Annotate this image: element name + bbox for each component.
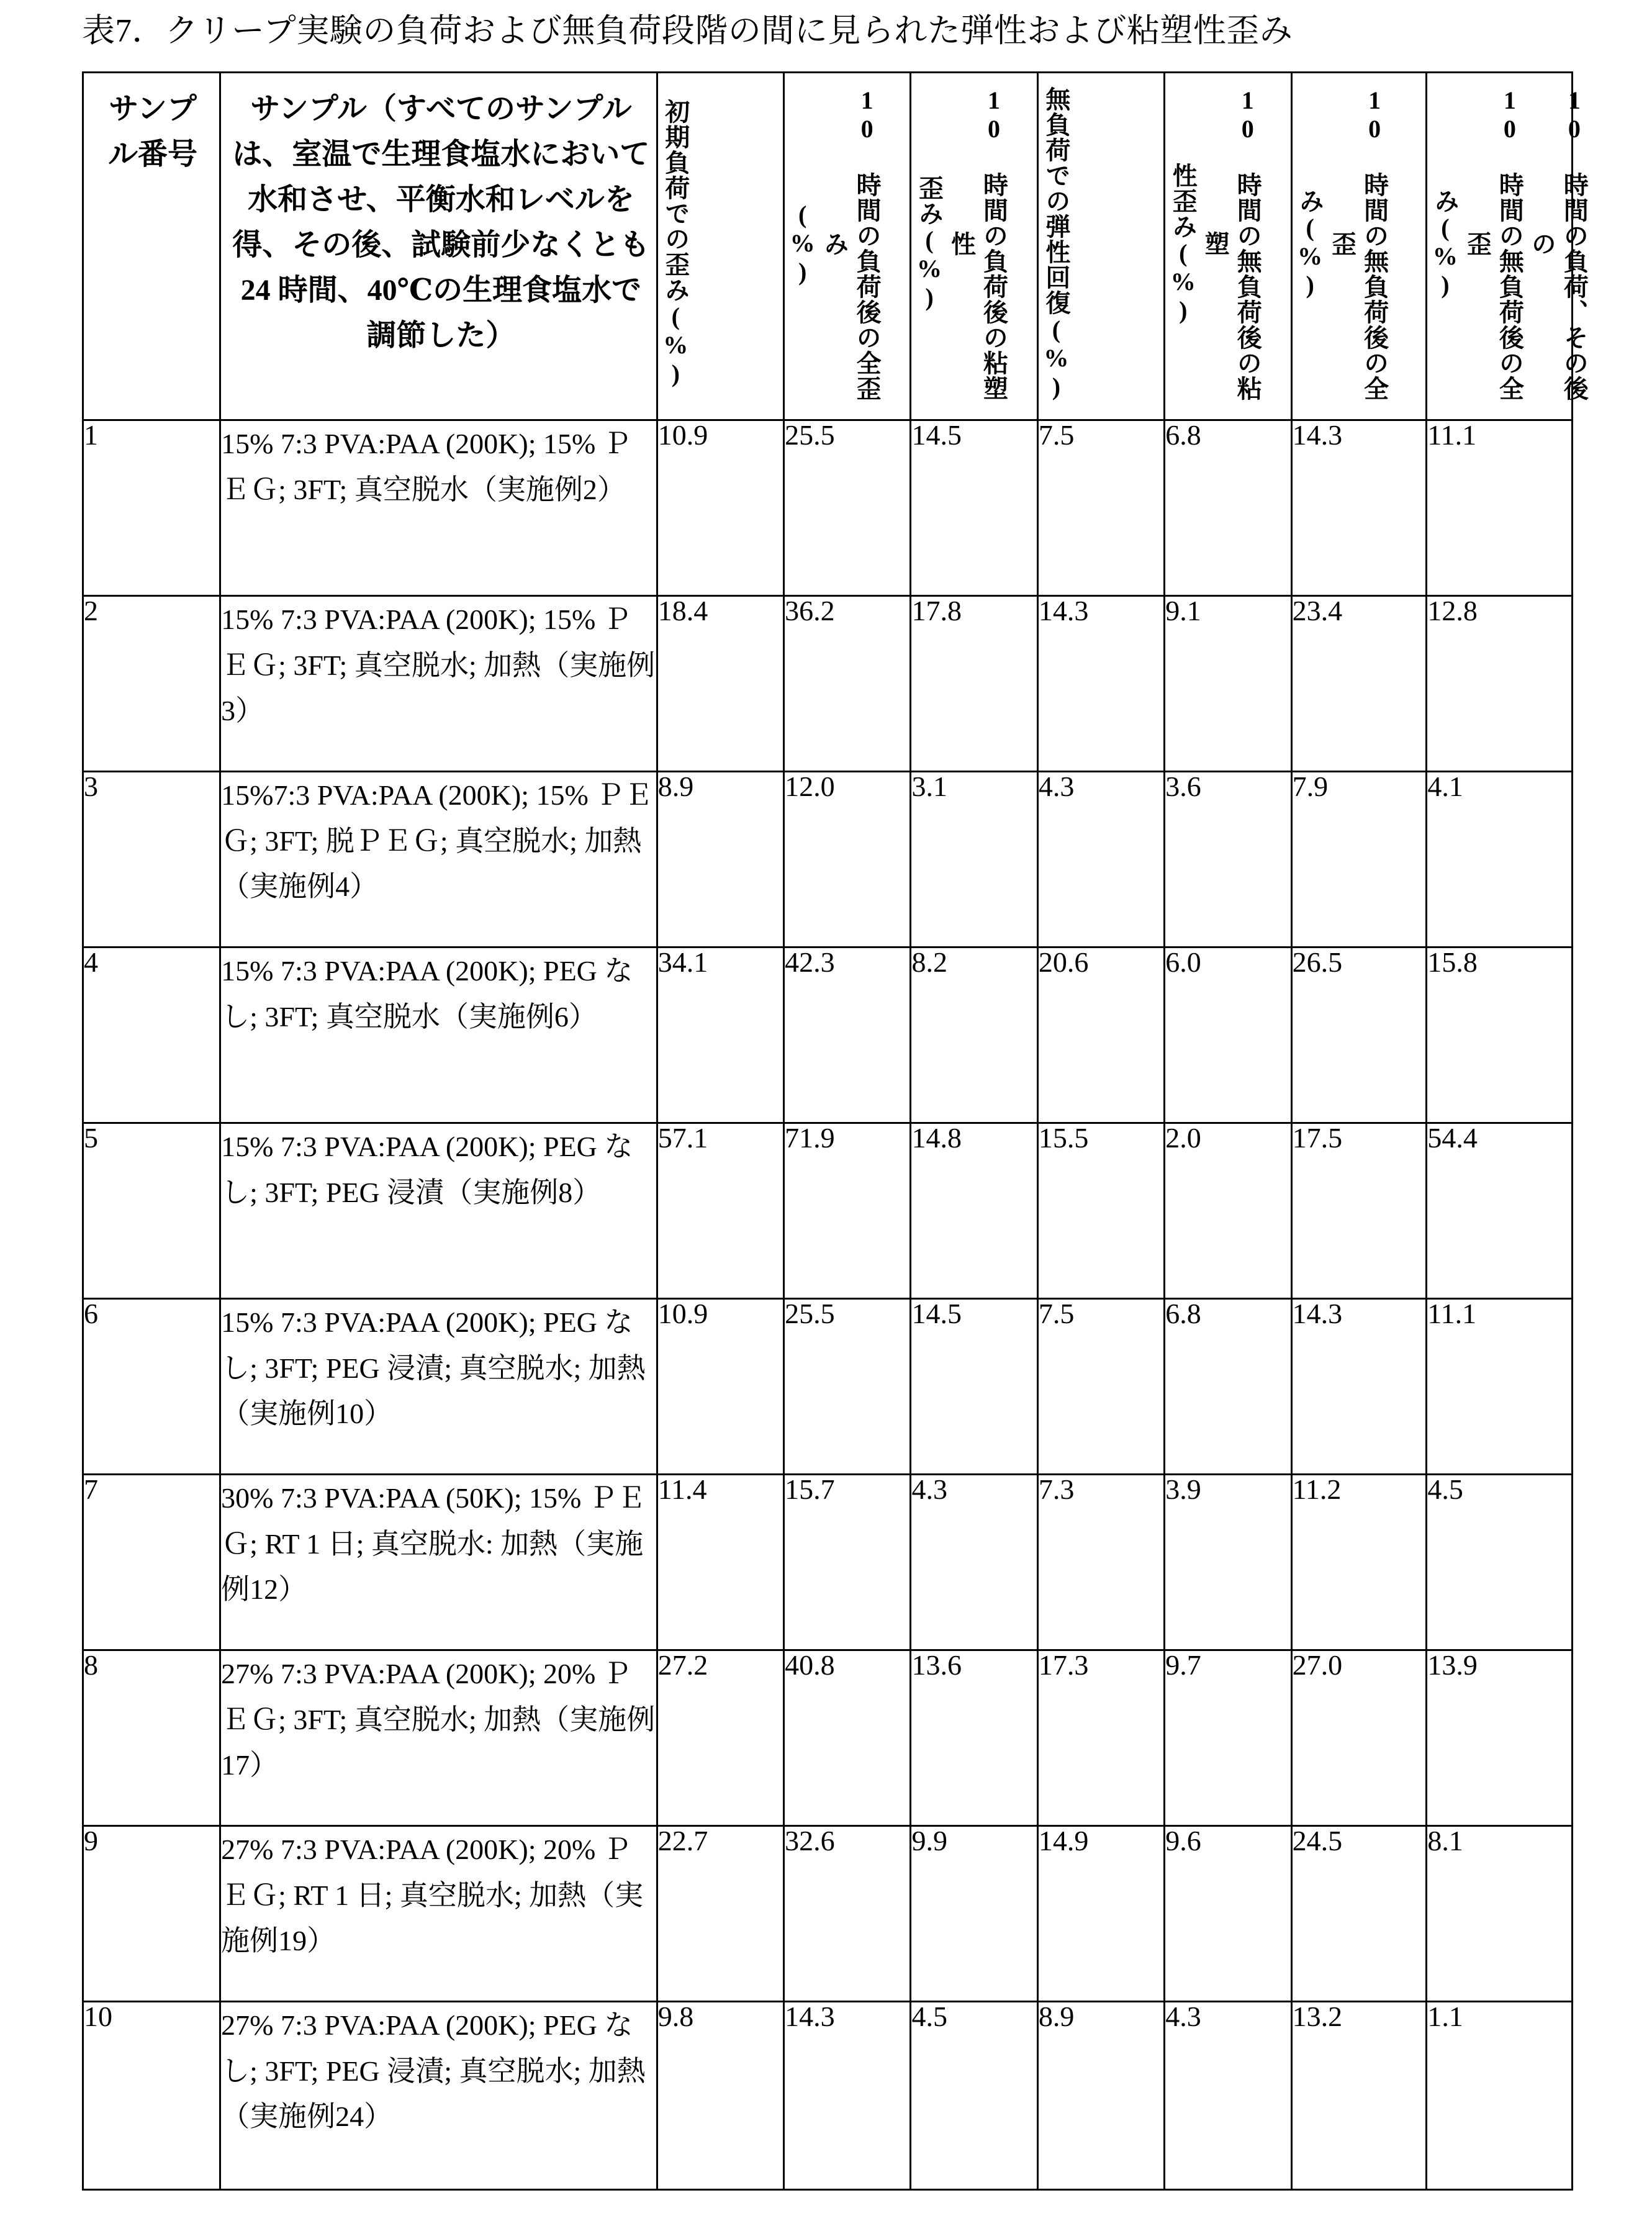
row-value-viscoplastic-strain-load: 17.8 [911,596,1037,772]
row-value-total-strain-load-unload: 13.9 [1427,1650,1573,1826]
row-value-total-strain-unload: 7.9 [1291,772,1427,948]
row-value-total-strain-load: 42.3 [784,948,911,1123]
table-row [83,1826,1573,2002]
row-sample-description: 15% 7:3 PVA:PAA (200K); 15% ＰＥＧ; 3FT; 真空脱水（実施例2） [220,420,657,596]
row-value-initial-load-strain: 27.2 [657,1650,783,1826]
row-value-viscoplastic-strain-load: 14.8 [911,1123,1037,1299]
header-total-strain-after-10h-unload-label: 10 時間の無負荷後の全歪 み(%) [1296,86,1389,401]
header-sample-description-label: サンプル（すべてのサンプルは、室温で生理食塩水において水和させ、平衡水和レベルを得、その後、試験前少なくとも 24 時間、40℃の生理食塩水で調節した） [232,93,650,352]
row-value-total-strain-load: 15.7 [784,1475,911,1650]
row-value-viscoplastic-strain-load: 4.5 [911,2002,1037,2190]
row-sample-number: 9 [83,1826,220,2002]
row-value-total-strain-load-unload: 12.8 [1427,596,1573,772]
row-value-total-strain-load: 25.5 [784,420,911,596]
row-value-initial-load-strain: 11.4 [657,1475,783,1650]
row-value-elastic-recovery: 14.9 [1037,1826,1164,2002]
row-value-viscoplastic-strain-load: 13.6 [911,1650,1037,1826]
row-value-viscoplastic-strain-load: 14.5 [911,420,1037,596]
row-value-total-strain-load-unload: 8.1 [1427,1826,1573,2002]
row-value-total-strain-load: 25.5 [784,1299,911,1475]
vertical-text-wrap [658,73,783,418]
vertical-text-wrap [1427,73,1589,418]
row-value-initial-load-strain: 10.9 [657,420,783,596]
vertical-text-wrap [1165,73,1290,418]
row-value-total-strain-load-unload: 11.1 [1427,420,1573,596]
row-value-viscoplastic-strain-load: 14.5 [911,1299,1037,1475]
header-total-strain-after-10h-load-label: 10 時間の負荷後の全歪み (%) [788,86,882,401]
row-value-elastic-recovery: 20.6 [1037,948,1164,1123]
row-value-viscoplastic-strain-unload: 6.8 [1165,1299,1291,1475]
row-value-elastic-recovery: 17.3 [1037,1650,1164,1826]
row-sample-description: 27% 7:3 PVA:PAA (200K); PEG なし; 3FT; PEG 浸漬; 真空脱水; 加熱（実施例24） [220,2002,657,2190]
header-total-strain-load-then-unload [1427,73,1589,420]
row-sample-description: 15% 7:3 PVA:PAA (200K); PEG なし; 3FT; 真空脱水（実施例6） [220,948,657,1123]
row-value-total-strain-unload: 14.3 [1291,1299,1427,1475]
row-value-elastic-recovery: 8.9 [1037,2002,1164,2190]
row-sample-number: 8 [83,1650,220,1826]
table-row [83,1650,1573,1826]
row-value-total-strain-load: 36.2 [784,596,911,772]
row-value-viscoplastic-strain-load: 8.2 [911,948,1037,1123]
row-sample-description: 27% 7:3 PVA:PAA (200K); 20% ＰＥＧ; RT 1 日; 真空脱水; 加熱（実施例19） [220,1826,657,2002]
row-sample-description: 15% 7:3 PVA:PAA (200K); PEG なし; 3FT; PEG 浸漬; 真空脱水; 加熱（実施例10） [220,1299,657,1475]
row-value-total-strain-load-unload: 54.4 [1427,1123,1573,1299]
row-sample-description: 27% 7:3 PVA:PAA (200K); 20% ＰＥＧ; 3FT; 真空脱水; 加熱（実施例17） [220,1650,657,1826]
row-value-total-strain-unload: 26.5 [1291,948,1427,1123]
row-value-total-strain-unload: 24.5 [1291,1826,1427,2002]
creep-strain-table [82,71,1589,2191]
row-value-elastic-recovery: 7.3 [1037,1475,1164,1650]
row-value-total-strain-load-unload: 1.1 [1427,2002,1573,2190]
vertical-text-wrap [911,73,1036,418]
row-sample-number: 7 [83,1475,220,1650]
row-value-initial-load-strain: 10.9 [657,1299,783,1475]
table-row [83,1299,1573,1475]
row-sample-description: 15% 7:3 PVA:PAA (200K); 15% ＰＥＧ; 3FT; 真空脱水; 加熱（実施例3） [220,596,657,772]
row-value-initial-load-strain: 18.4 [657,596,783,772]
row-value-elastic-recovery: 7.5 [1037,420,1164,596]
row-value-initial-load-strain: 9.8 [657,2002,783,2190]
row-sample-number: 2 [83,596,220,772]
table-row [83,420,1573,596]
vertical-text-wrap [785,73,910,418]
header-elastic-recovery-unloaded [1037,73,1164,420]
row-value-viscoplastic-strain-unload: 6.0 [1165,948,1291,1123]
row-value-viscoplastic-strain-load: 4.3 [911,1475,1037,1650]
row-sample-description: 15%7:3 PVA:PAA (200K); 15% ＰＥＧ; 3FT; 脱ＰＥＧ; 真空脱水; 加熱（実施例4） [220,772,657,948]
row-value-total-strain-load: 12.0 [784,772,911,948]
header-initial-load-strain-label: 初期負荷での歪み(%) [661,99,690,388]
header-viscoplastic-strain-after-10h-load [911,73,1037,420]
row-value-viscoplastic-strain-unload: 3.6 [1165,772,1291,948]
row-value-total-strain-load-unload: 11.1 [1427,1299,1573,1475]
row-value-viscoplastic-strain-unload: 4.3 [1165,2002,1291,2190]
header-sample-number-line1: サンプ [109,93,197,125]
row-sample-description: 30% 7:3 PVA:PAA (50K); 15% ＰＥＧ; RT 1 日; 真空脱水: 加熱（実施例12） [220,1475,657,1650]
row-value-elastic-recovery: 14.3 [1037,596,1164,772]
row-sample-description: 15% 7:3 PVA:PAA (200K); PEG なし; 3FT; PEG 浸漬（実施例8） [220,1123,657,1299]
row-value-initial-load-strain: 57.1 [657,1123,783,1299]
row-value-viscoplastic-strain-load: 3.1 [911,772,1037,948]
row-value-initial-load-strain: 22.7 [657,1826,783,2002]
header-total-strain-load-then-unload-label: 10 時間の負荷、その後の 10 時間の無負荷後の全歪 み(%) [1431,86,1589,401]
header-initial-load-strain [657,73,783,420]
header-sample-number-line2: ル番号 [108,137,198,171]
row-value-total-strain-load: 40.8 [784,1650,911,1826]
header-viscoplastic-strain-after-10h-unload [1165,73,1291,420]
table-row [83,772,1573,948]
table-row [83,1475,1573,1650]
row-value-total-strain-load-unload: 4.5 [1427,1475,1573,1650]
row-value-total-strain-load-unload: 4.1 [1427,772,1573,948]
row-value-viscoplastic-strain-unload: 9.6 [1165,1826,1291,2002]
row-value-viscoplastic-strain-unload: 6.8 [1165,420,1291,596]
row-value-total-strain-unload: 14.3 [1291,420,1427,596]
row-value-total-strain-load: 71.9 [784,1123,911,1299]
table-header-row [83,73,1573,420]
header-total-strain-after-10h-unload [1291,73,1427,420]
row-sample-number: 4 [83,948,220,1123]
table-row [83,596,1573,772]
table-row [83,948,1573,1123]
row-value-total-strain-load-unload: 15.8 [1427,948,1573,1123]
row-value-elastic-recovery: 15.5 [1037,1123,1164,1299]
header-viscoplastic-strain-after-10h-unload-label: 10 時間の無負荷後の粘塑 性歪み(%) [1169,86,1262,401]
table-caption: 表7．クリープ実験の負荷および無負荷段階の間に見られた弾性および粘塑性歪み [82,13,1293,49]
row-value-initial-load-strain: 34.1 [657,948,783,1123]
row-value-initial-load-strain: 8.9 [657,772,783,948]
row-value-viscoplastic-strain-unload: 3.9 [1165,1475,1291,1650]
header-viscoplastic-strain-after-10h-load-label: 10 時間の負荷後の粘塑性 歪み(%) [915,86,1008,401]
header-sample-number-label [84,73,219,178]
row-sample-number: 6 [83,1299,220,1475]
row-value-total-strain-unload: 17.5 [1291,1123,1427,1299]
row-value-total-strain-unload: 11.2 [1291,1475,1427,1650]
table-row [83,1123,1573,1299]
header-elastic-recovery-unloaded-label: 無負荷での弾性回復(%) [1042,86,1070,401]
row-value-viscoplastic-strain-load: 9.9 [911,1826,1037,2002]
vertical-text-wrap [1039,73,1163,418]
row-value-total-strain-unload: 13.2 [1291,2002,1427,2190]
row-sample-number: 3 [83,772,220,948]
vertical-text-wrap [1293,73,1426,418]
table-row [83,2002,1573,2190]
row-sample-number: 5 [83,1123,220,1299]
header-total-strain-after-10h-load [784,73,911,420]
row-sample-number: 1 [83,420,220,596]
header-sample-description [220,73,657,420]
row-value-total-strain-unload: 23.4 [1291,596,1427,772]
row-value-viscoplastic-strain-unload: 9.7 [1165,1650,1291,1826]
header-sample-number [83,73,220,420]
row-value-elastic-recovery: 7.5 [1037,1299,1164,1475]
row-value-elastic-recovery: 4.3 [1037,772,1164,948]
row-value-total-strain-unload: 27.0 [1291,1650,1427,1826]
row-value-viscoplastic-strain-unload: 2.0 [1165,1123,1291,1299]
row-value-total-strain-load: 14.3 [784,2002,911,2190]
row-sample-number: 10 [83,2002,220,2190]
row-value-viscoplastic-strain-unload: 9.1 [1165,596,1291,772]
row-value-total-strain-load: 32.6 [784,1826,911,2002]
